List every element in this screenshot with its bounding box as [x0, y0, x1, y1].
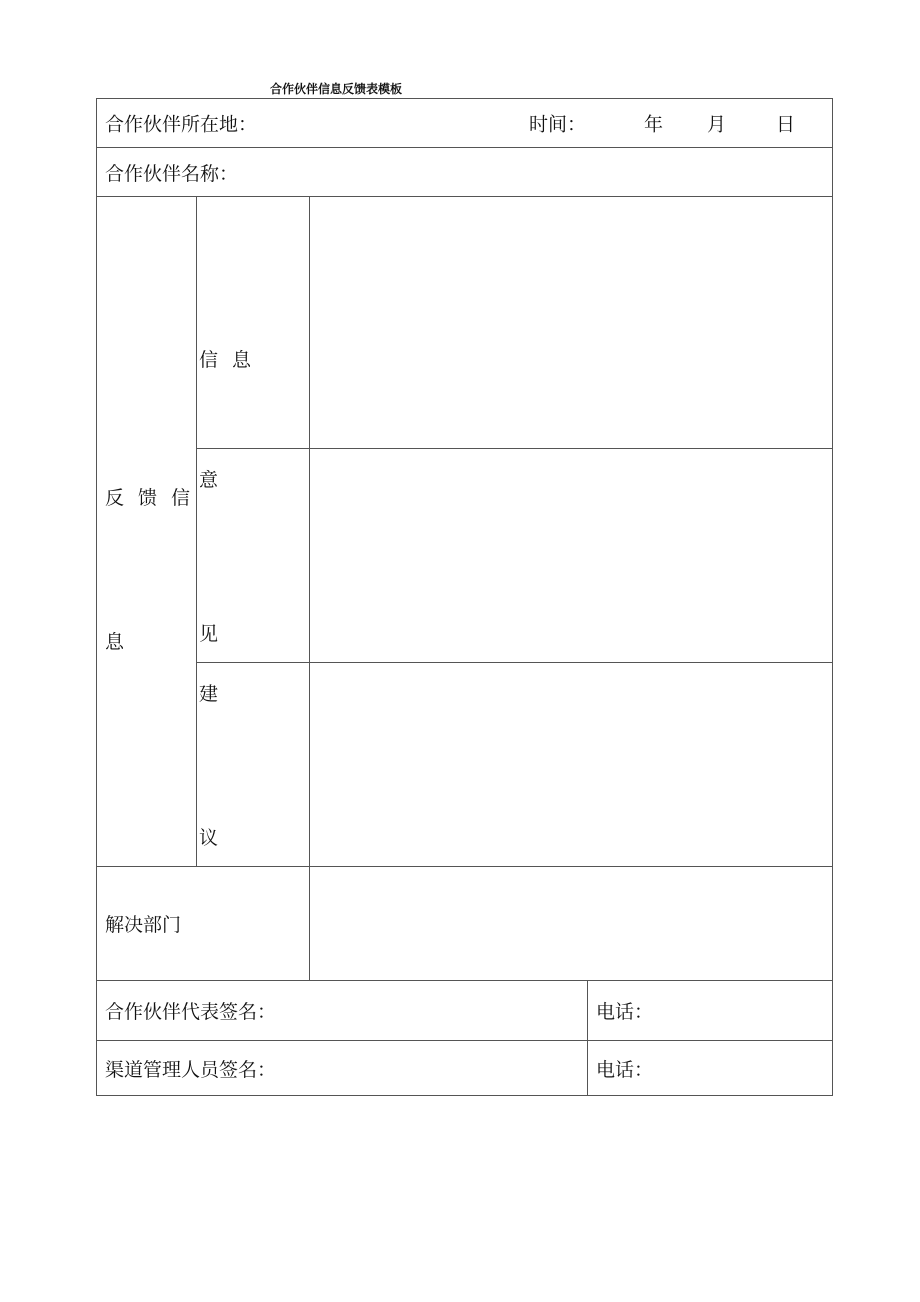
feedback-label-line1: 反馈信: [105, 487, 205, 509]
department-row: [97, 867, 833, 981]
time-label: 时间：: [529, 113, 587, 136]
opinion-label-top: 意: [199, 469, 219, 491]
day-label: 日: [776, 113, 796, 136]
location-time-cell[interactable]: [97, 99, 833, 148]
manager-phone-label: 电话：: [596, 1058, 654, 1081]
location-label: 合作伙伴所在地：: [105, 113, 258, 136]
manager-phone-cell[interactable]: [588, 1041, 833, 1096]
info-input-cell[interactable]: [310, 197, 833, 449]
partner-phone-label: 电话：: [596, 1001, 654, 1023]
opinion-label-cell: [197, 449, 310, 663]
year-label: 年: [644, 113, 664, 136]
department-label-cell: [97, 867, 310, 981]
suggestion-label-cell: [197, 663, 310, 867]
feedback-info-cell: [97, 197, 205, 867]
date-group: [529, 110, 795, 137]
feedback-form-table: [96, 98, 833, 1096]
feedback-label-line2: 息: [105, 631, 125, 653]
document-title: 合作伙伴信息反馈表模板: [270, 82, 403, 96]
department-input-cell[interactable]: [310, 867, 833, 981]
opinion-label-bottom: 见: [199, 623, 219, 645]
partner-name-cell[interactable]: [97, 148, 833, 197]
department-label: 解决部门: [105, 914, 182, 936]
partner-signature-cell[interactable]: [97, 981, 588, 1041]
suggestion-row: [97, 663, 833, 867]
suggestion-input-cell[interactable]: [310, 663, 833, 867]
month-label: 月: [707, 113, 727, 136]
manager-signature-label: 渠道管理人员签名：: [105, 1058, 277, 1081]
opinion-row: [97, 449, 833, 663]
info-row: [97, 197, 833, 449]
manager-signature-row: [97, 1041, 833, 1096]
suggestion-label-bottom: 议: [199, 827, 219, 849]
info-label: 信息: [199, 349, 266, 371]
info-label-cell: [197, 197, 310, 449]
partner-signature-row: [97, 981, 833, 1041]
partner-phone-cell[interactable]: [588, 981, 833, 1041]
manager-signature-cell[interactable]: [97, 1041, 588, 1096]
header-row: [97, 99, 833, 148]
partner-name-label: 合作伙伴名称：: [105, 162, 239, 185]
suggestion-label-top: 建: [199, 683, 219, 705]
name-row: [97, 148, 833, 197]
opinion-input-cell[interactable]: [310, 449, 833, 663]
partner-signature-label: 合作伙伴代表签名：: [105, 1001, 277, 1023]
